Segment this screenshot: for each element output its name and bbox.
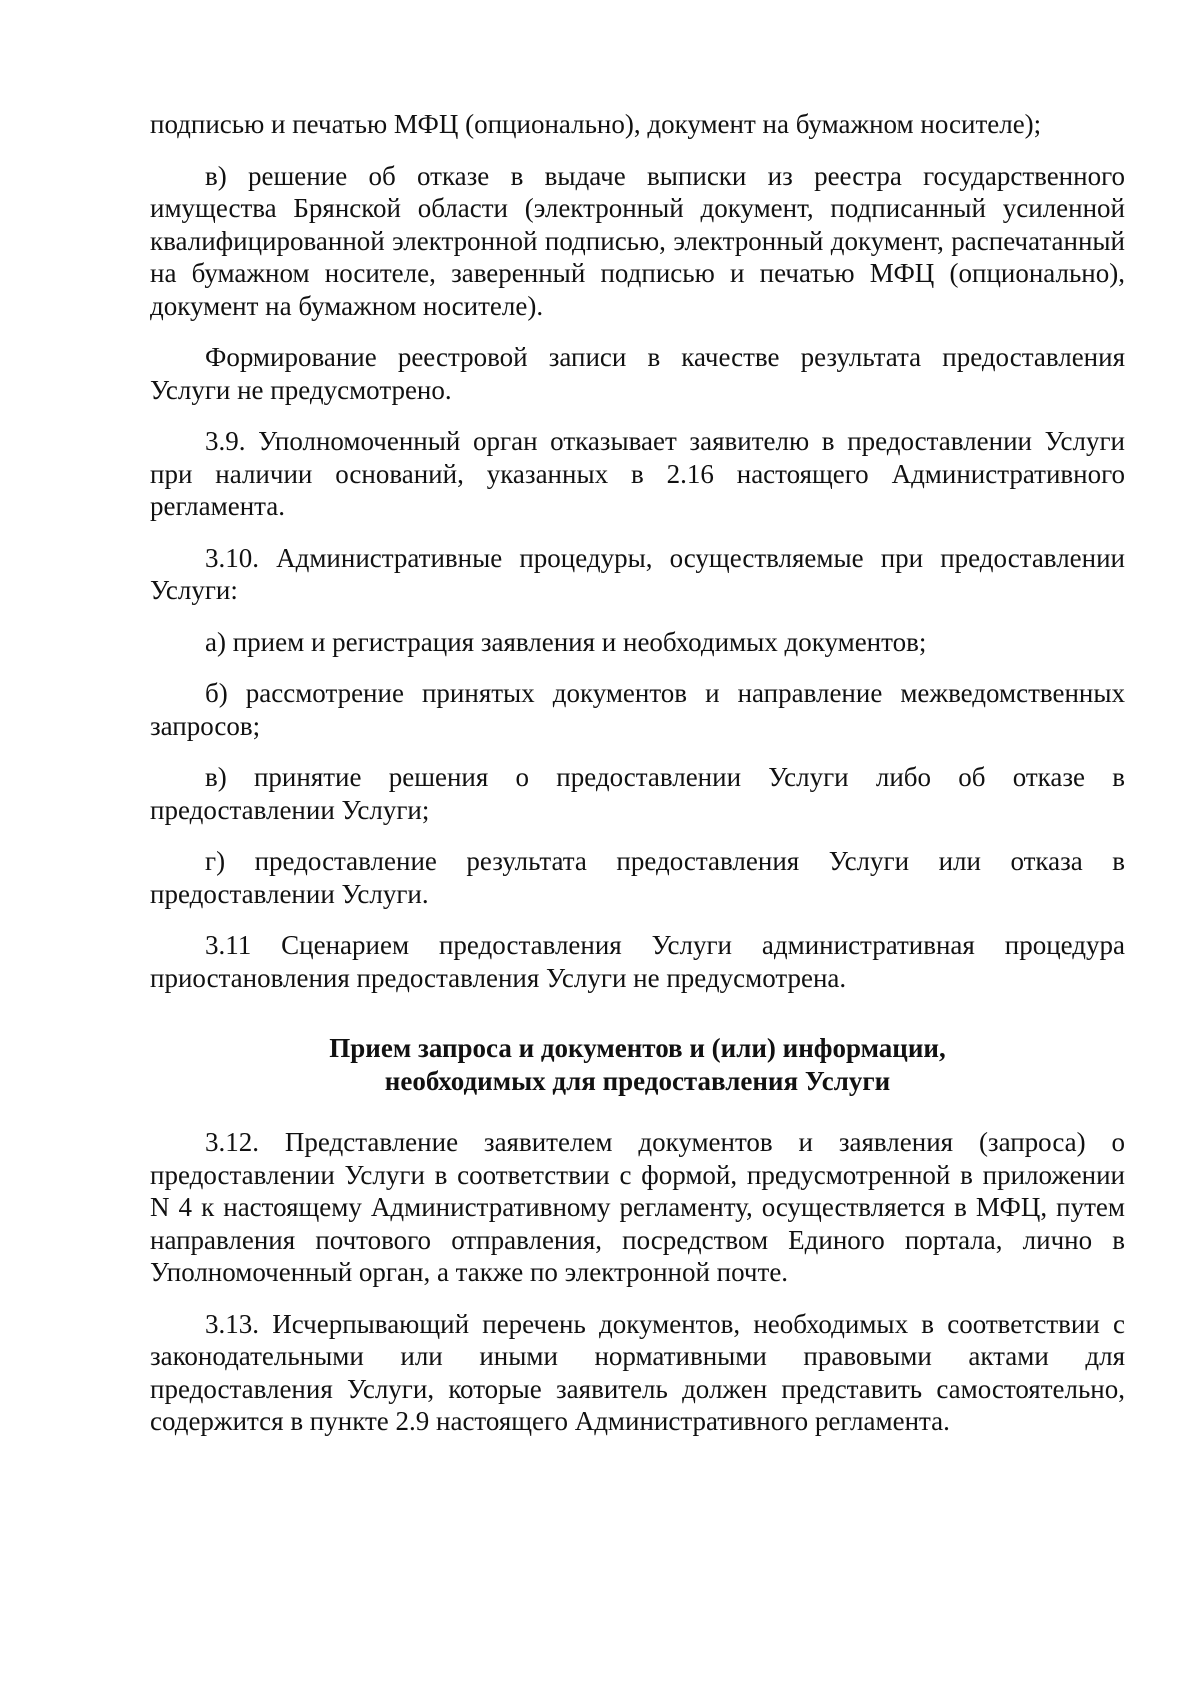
- list-item-b: б) рассмотрение принятых документов и направление межведомственных запросов;: [150, 678, 1125, 741]
- paragraph-3-10: 3.10. Административные процедуры, осуществляемые при предоставлении Услуги:: [150, 542, 1125, 605]
- section-heading-line-1: Прием запроса и документов и (или) информации,: [329, 1033, 946, 1063]
- paragraph-3-12: 3.12. Представление заявителем документов и заявления (запроса) о предоставлении Услуги в соответствии с формой, предусмотренной в приложении N 4 к настоящему Административному регламенту, осуществляется в МФЦ, путем направления почтового отправления, посредством Единого портала, лично в Уполномоченный орган, а также по электронной почте.: [150, 1127, 1125, 1287]
- section-heading-line-2: необходимых для предоставления Услуги: [384, 1065, 891, 1096]
- paragraph-continuation: подписью и печатью МФЦ (опционально), документ на бумажном носителе);: [150, 109, 1042, 139]
- paragraph-3-13: 3.13. Исчерпывающий перечень документов, необходимых в соответствии с законодательными или иными нормативными правовыми актами для предоставления Услуги, которые заявитель должен представить самостоятельно, содержится в пункте 2.9 настоящего Административного регламента.: [150, 1308, 1125, 1436]
- document-page: [150, 108, 1125, 1457]
- section-heading: [150, 1032, 1125, 1097]
- paragraph-3-9: 3.9. Уполномоченный орган отказывает заявителю в предоставлении Услуги при наличии оснований, указанных в 2.16 настоящего Административного регламента.: [150, 426, 1125, 521]
- paragraph-refusal-decision: в) решение об отказе в выдаче выписки из реестра государственного имущества Брянской области (электронный документ, подписанный усиленной квалифицированной электронной подписью, электронный документ, распечатанный на бумажном носителе, заверенный подписью и печатью МФЦ (опционально), документ на бумажном носителе).: [150, 160, 1125, 321]
- list-item-v: в) принятие решения о предоставлении Услуги либо об отказе в предоставлении Услуги;: [150, 762, 1125, 825]
- paragraph-3-11: 3.11 Сценарием предоставления Услуги административная процедура приостановления предоставления Услуги не предусмотрена.: [150, 930, 1125, 993]
- paragraph-registry-record: Формирование реестровой записи в качестве результата предоставления Услуги не предусмотрено.: [150, 342, 1125, 405]
- list-item-a: а) прием и регистрация заявления и необходимых документов;: [205, 626, 927, 657]
- list-item-g: г) предоставление результата предоставления Услуги или отказа в предоставлении Услуги.: [150, 846, 1125, 909]
